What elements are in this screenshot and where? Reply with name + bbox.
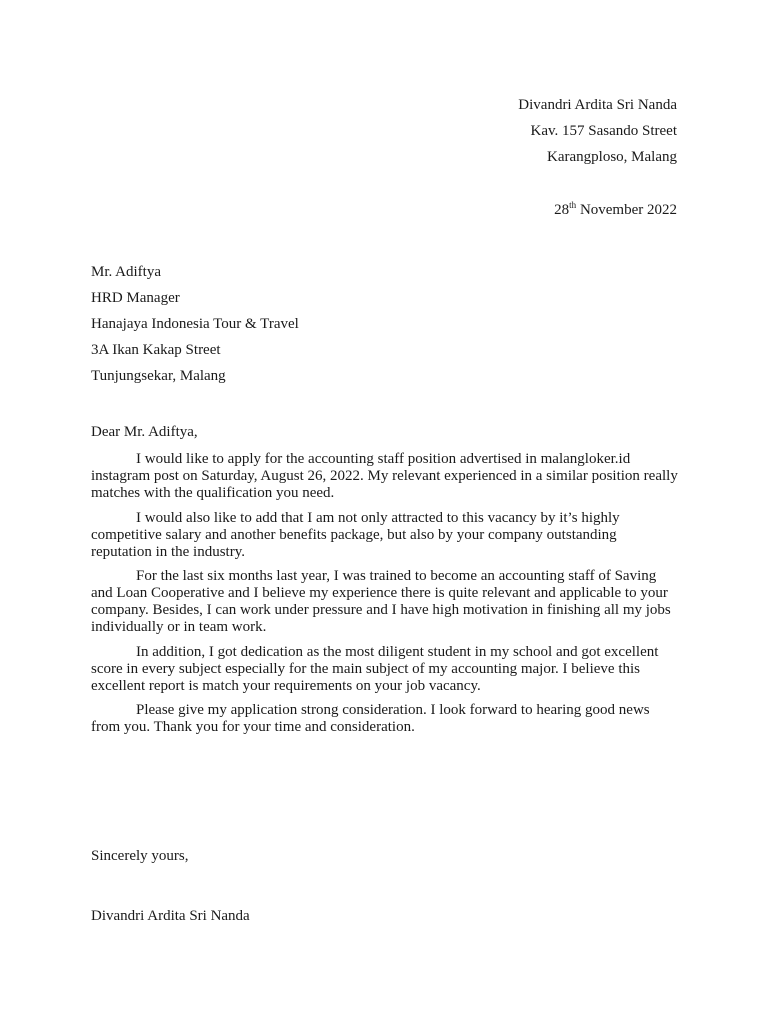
date-month-year: November 2022 — [576, 202, 677, 218]
salutation: Dear Mr. Adiftya, — [91, 424, 198, 440]
recipient-street: 3A Ikan Kakap Street — [91, 342, 221, 358]
recipient-company: Hanajaya Indonesia Tour & Travel — [91, 316, 299, 332]
signature-name: Divandri Ardita Sri Nanda — [91, 908, 250, 924]
body-paragraph: I would also like to add that I am not only attracted to this vacancy by it’s highly competitive salary and another benefits package, but also by your company outstanding reputation in the industry. — [91, 509, 620, 560]
sender-name: Divandri Ardita Sri Nanda — [518, 97, 677, 113]
recipient-title: HRD Manager — [91, 290, 180, 306]
body-paragraph: For the last six months last year, I was trained to become an accounting staff of Saving and Loan Cooperative and I believe my experience there is quite relevant and applicable to your company. Besides, I can work under pressure and I have high motivation in finishing all my jobs individually or in team work. — [91, 568, 671, 635]
body-paragraph: Please give my application strong consideration. I look forward to hearing good news from you. Thank you for your time and consideration. — [91, 702, 650, 735]
body-paragraph: In addition, I got dedication as the most diligent student in my school and got excellent score in every subject especially for the main subject of my accounting major. I believe this excellent report is match your requirements on your job vacancy. — [91, 643, 659, 694]
date-suffix: th — [569, 200, 577, 210]
recipient-name: Mr. Adiftya — [91, 264, 161, 280]
sender-city: Karangploso, Malang — [547, 149, 677, 165]
sender-street: Kav. 157 Sasando Street — [530, 123, 677, 139]
letter-body — [91, 451, 681, 744]
recipient-address-block — [91, 259, 299, 389]
date-day: 28 — [554, 202, 570, 218]
recipient-city: Tunjungsekar, Malang — [91, 368, 226, 384]
body-paragraph: I would like to apply for the accounting staff position advertised in malangloker.id instagram post on Saturday, August 26, 2022. My relevant experienced in a similar position really matches with the qualification you need. — [91, 451, 678, 501]
letter-date — [554, 200, 677, 220]
closing: Sincerely yours, — [91, 848, 189, 864]
sender-address-block — [518, 92, 677, 170]
